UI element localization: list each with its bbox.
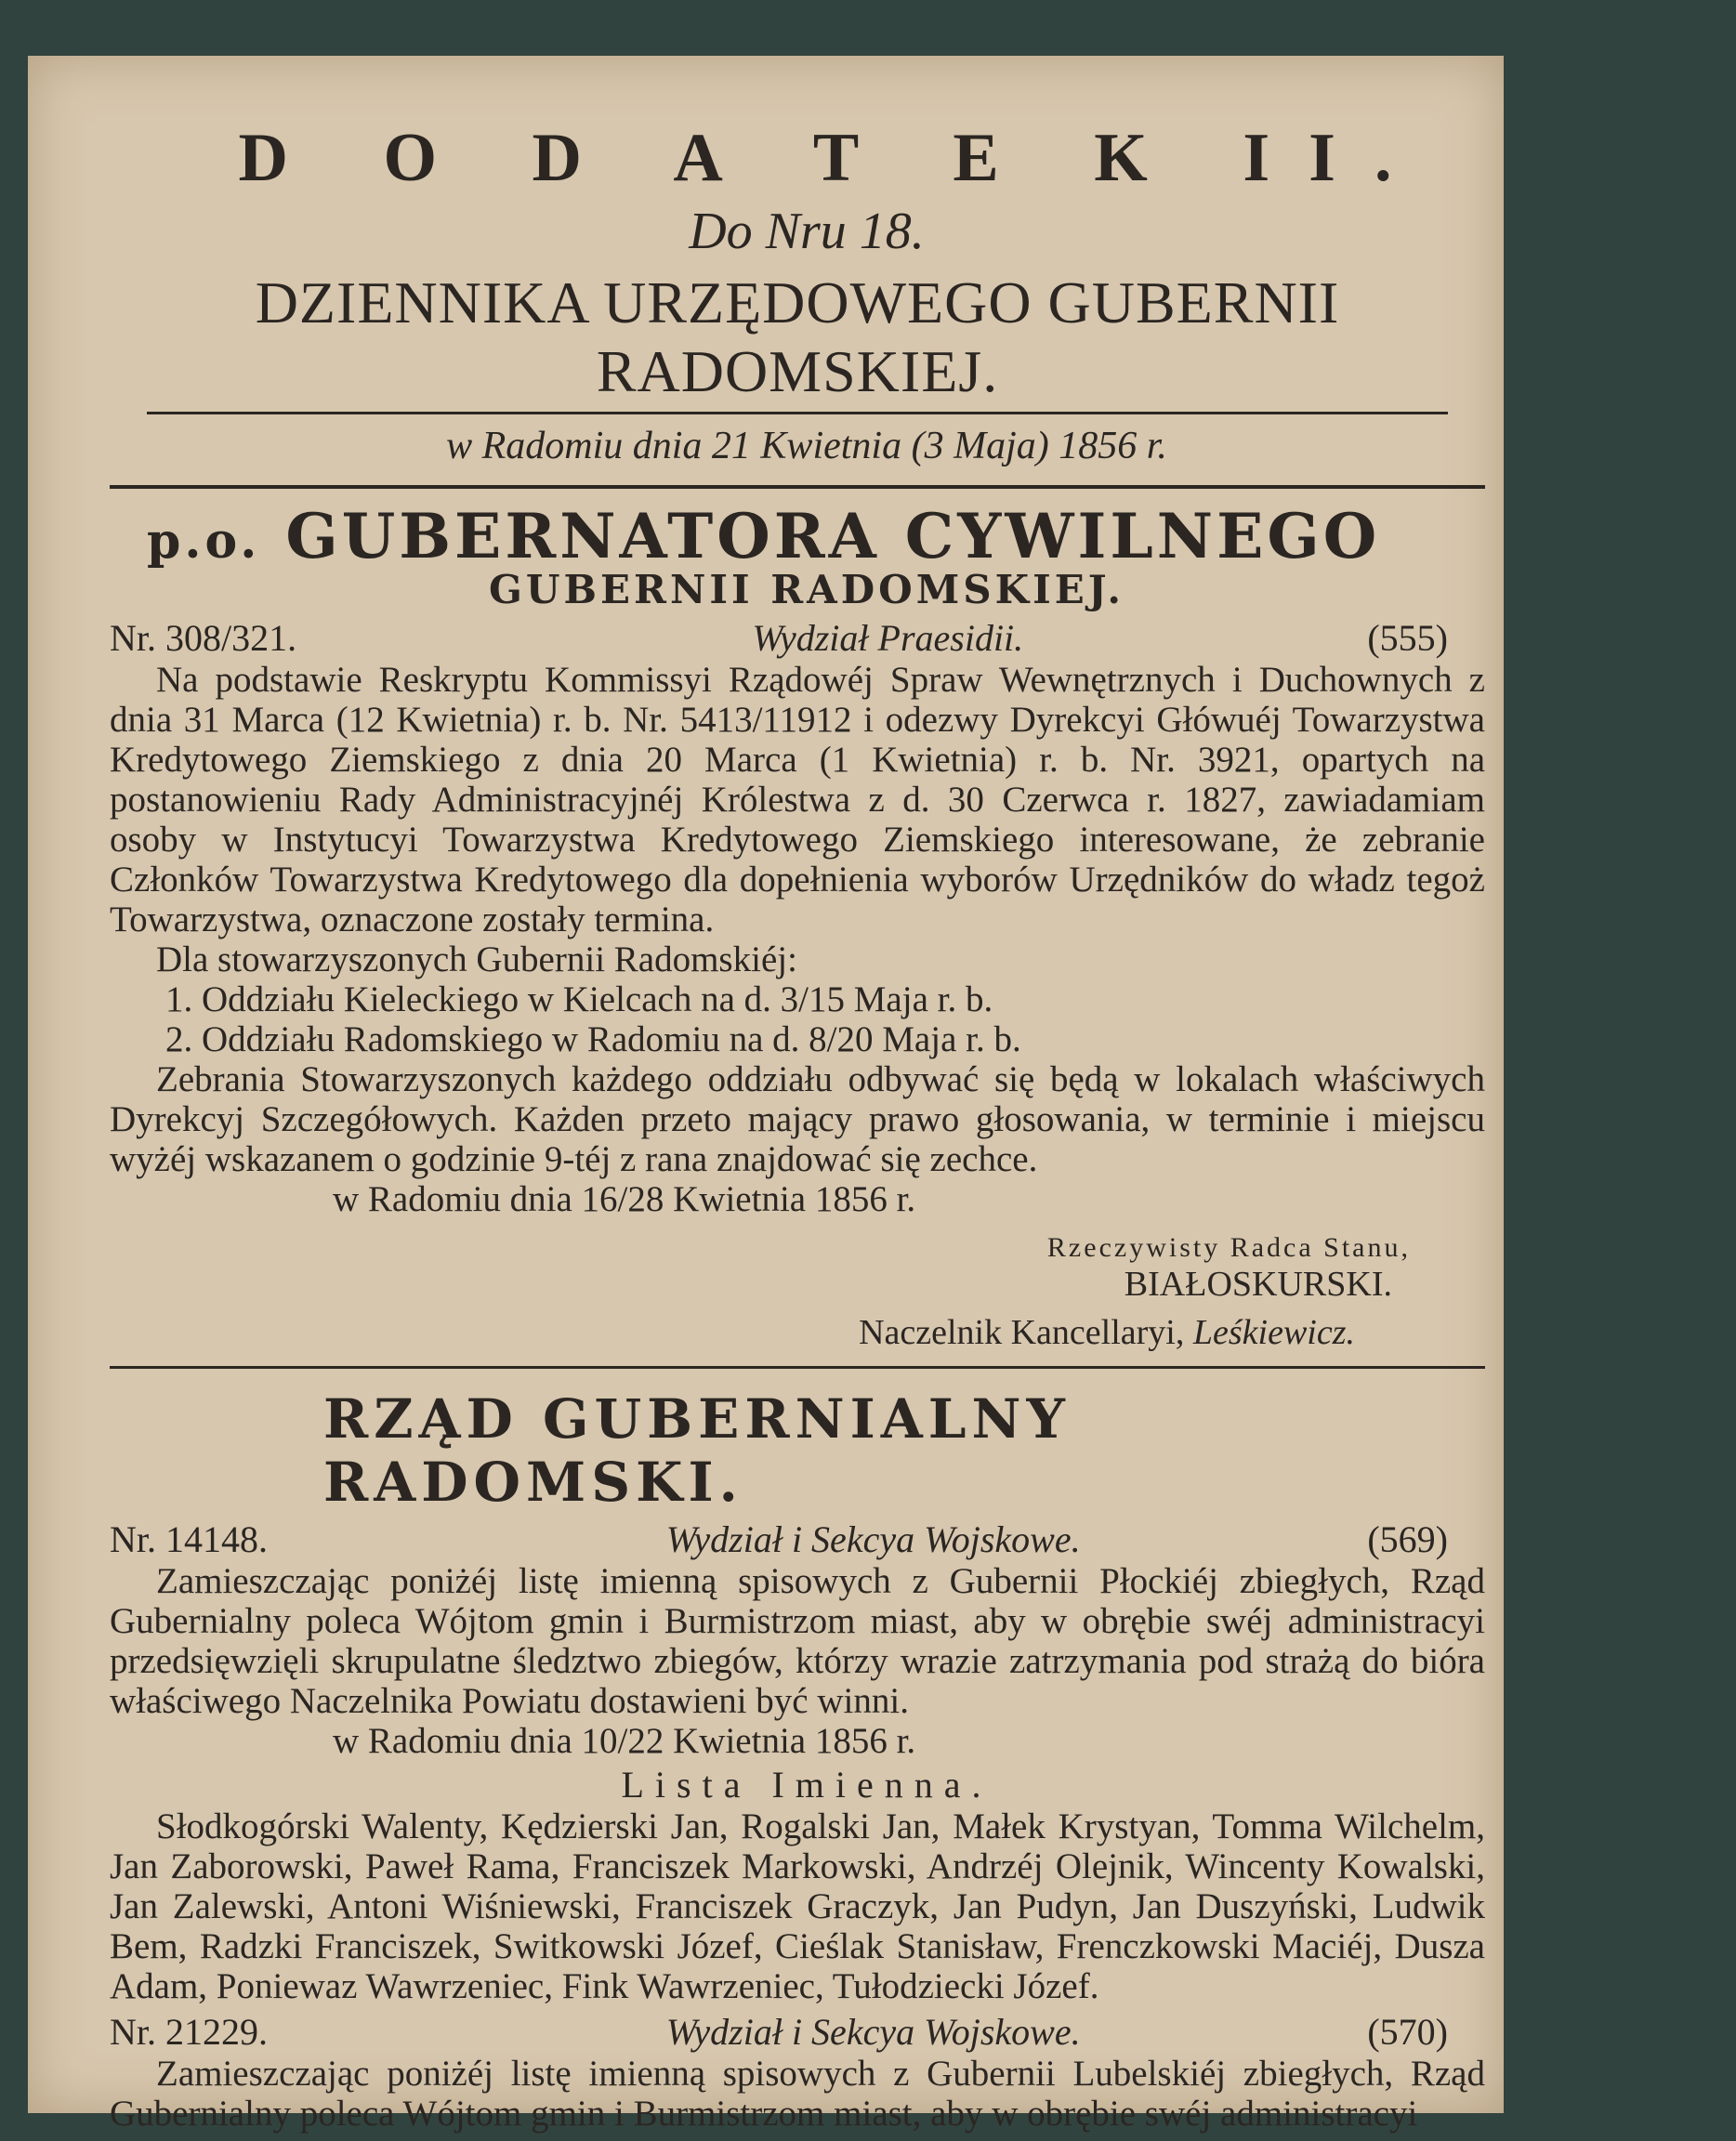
section2-number: (569) xyxy=(1367,1518,1448,1560)
section3-nr: Nr. 21229. xyxy=(110,2011,268,2053)
section2-nr: Nr. 14148. xyxy=(110,1518,268,1560)
section1-number: (555) xyxy=(1367,617,1448,659)
section1-paragraph: Dla stowarzyszonych Gubernii Radomskiéj: xyxy=(156,939,797,979)
newspaper-page xyxy=(28,56,1504,2134)
section1-date: w Radomiu dnia 16/28 Kwietnia 1856 r. xyxy=(333,1179,916,1219)
signature-name: BIAŁOSKURSKI. xyxy=(1124,1265,1392,1304)
chancery-name: Leśkiewicz. xyxy=(1192,1313,1355,1352)
section3-dept: Wydział i Sekcya Wojskowe. xyxy=(665,2011,1081,2053)
journal-title: DZIENNIKA URZĘDOWEGO GUBERNII RADOMSKIEJ. xyxy=(147,269,1448,414)
section3-meta xyxy=(110,2010,1504,2054)
section1-heading-text: GUBERNATORA CYWILNEGO xyxy=(285,500,1381,572)
section2-meta xyxy=(110,1517,1504,1561)
section1-list-item: 1. Oddziału Kieleckiego w Kielcach na d. 3/15 Maja r. b. xyxy=(165,979,993,1019)
issue-number: Do Nru 18. xyxy=(689,203,925,260)
section1-subheading: GUBERNII RADOMSKIEJ. xyxy=(489,567,1124,612)
section-divider xyxy=(110,1366,1485,1369)
signature-title: Rzeczywisty Radca Stanu, xyxy=(1046,1232,1411,1263)
section3-number: (570) xyxy=(1367,2011,1448,2053)
section1-meta xyxy=(110,616,1504,660)
section2-heading: RZĄD GUBERNIALNY RADOMSKI. xyxy=(323,1387,1071,1514)
section1-dept: Wydział Praesidii. xyxy=(752,617,1024,659)
lista-title: Lista Imienna. xyxy=(621,1764,993,1806)
chancery-signature xyxy=(110,1312,1355,1353)
section1-nr: Nr. 308/321. xyxy=(110,617,297,659)
section2-date: w Radomiu dnia 10/22 Kwietnia 1856 r. xyxy=(333,1721,916,1761)
section1-prefix: p.o. xyxy=(147,513,261,570)
section2-dept: Wydział i Sekcya Wojskowe. xyxy=(665,1518,1081,1560)
section1-heading xyxy=(147,500,1504,572)
issue-date: w Radomiu dnia 21 Kwietnia (3 Maja) 1856 r. xyxy=(446,425,1167,467)
section3-paragraph: Zamieszczając poniżéj listę imienną spisowych z Gubernii Lubelskiéj zbiegłych, Rząd Gubernialny poleca Wójtom gmin i Burmistrzom miast, aby w obrębie swéj administracyi xyxy=(110,2054,1485,2134)
chancery-label: Naczelnik Kancellaryi, xyxy=(859,1313,1185,1352)
page-content xyxy=(110,93,1504,2134)
supplement-title: D O D A T E K II. xyxy=(238,120,1431,196)
section1-paragraph: Na podstawie Reskryptu Kommissyi Rządowéj Spraw Wewnętrznych i Duchownych z dnia 31 Marca (12 Kwietnia) r. b. Nr. 5413/11912 i odezwy Dyrekcyi Główuéj Towarzystwa Kredytowego Ziemskiego z dnia 20 Marca (1 Kwietnia) r. b. Nr. 3921, opartych na postanowieniu Rady Administracyjnéj Królestwa z d. 30 Czerwca r. 1827, zawiadamiam osoby w Instytucyi Towarzystwa Kredytowego Ziemskiego interesowane, że zebranie Członków Towarzystwa Kredytowego dla dopełnienia wyborów Urzędników do władz tegoż Towarzystwa, oznaczone zostały termina. xyxy=(110,660,1485,939)
section1-list-item: 2. Oddziału Radomskiego w Radomiu na d. 8/20 Maja r. b. xyxy=(165,1019,1021,1059)
lista-names: Słodkogórski Walenty, Kędzierski Jan, Rogalski Jan, Małek Krystyan, Tomma Wilchelm, Jan Zaborowski, Paweł Rama, Franciszek Markowski, Andrzéj Olejnik, Wincenty Kowalski, Jan Zalewski, Antoni Wiśniewski, Franciszek Graczyk, Jan Pudyn, Jan Duszyński, Ludwik Bem, Radzki Franciszek, Switkowski Józef, Cieślak Stanisław, Frenczkowski Maciéj, Dusza Adam, Poniewaz Wawrzeniec, Fink Wawrzeniec, Tułodziecki Józef. xyxy=(110,1806,1485,2006)
header-divider xyxy=(110,485,1485,489)
section1-paragraph-after: Zebrania Stowarzyszonych każdego oddziału odbywać się będą w lokalach właściwych Dyrekcyj Szczegółowych. Każden przeto mający prawo głosowania, w terminie i miejscu wyżéj wskazanem o godzinie 9-téj z rana znajdować się zechce. xyxy=(110,1059,1485,1179)
section2-paragraph: Zamieszczając poniżéj listę imienną spisowych z Gubernii Płockiéj zbiegłych, Rząd Gubernialny poleca Wójtom gmin i Burmistrzom miast, aby w obrębie swéj administracyi przedsięwzięli skrupulatne śledztwo zbiegów, którzy wrazie zatrzymania pod strażą do bióra właściwego Naczelnika Powiatu dostawieni być winni. xyxy=(110,1561,1485,1721)
